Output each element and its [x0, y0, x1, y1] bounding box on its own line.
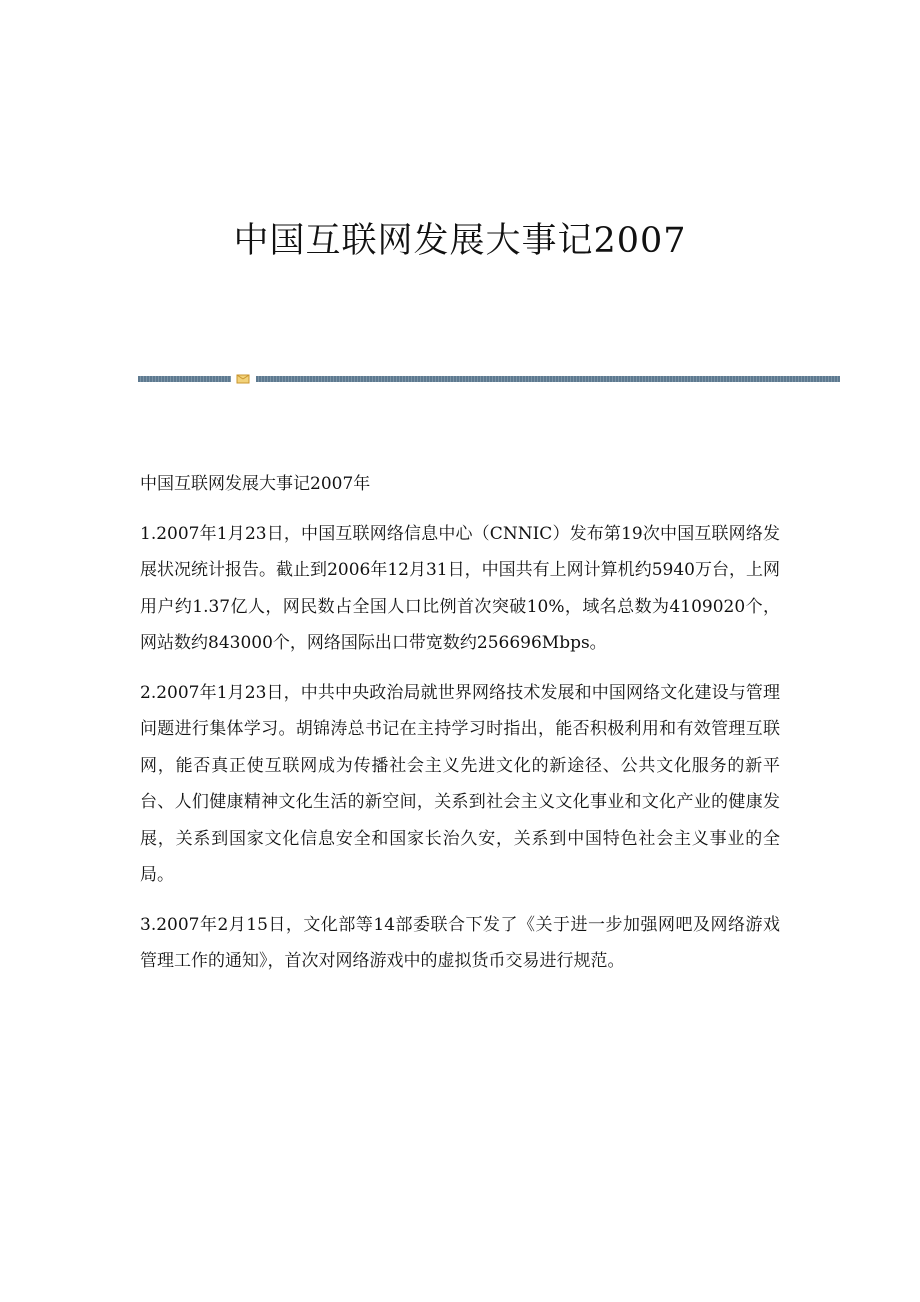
paragraph-3: 3.2007年2月15日，文化部等14部委联合下发了《关于进一步加强网吧及网络游戏管理工作的通知》，首次对网络游戏中的虚拟货币交易进行规范。: [140, 914, 780, 971]
paragraph-1: 1.2007年1月23日，中国互联网络信息中心（CNNIC）发布第19次中国互联网络发展状况统计报告。截止到2006年12月31日，中国共有上网计算机约5940万台，上网用户约1.37亿人，网民数占全国人口比例首次突破10%，域名总数为4109020个，网站数约843000个，网络国际出口带宽数约256696Mbps。: [140, 523, 780, 653]
title-divider: [138, 374, 840, 384]
page-title: 中国互联网发展大事记2007: [233, 221, 687, 261]
divider-bar-left: [138, 376, 231, 382]
ornament-icon: [236, 374, 250, 384]
document-body: [140, 466, 780, 993]
divider-bar-right: [256, 376, 840, 382]
paragraph-2: 2.2007年1月23日，中共中央政治局就世界网络技术发展和中国网络文化建设与管理问题进行集体学习。胡锦涛总书记在主持学习时指出，能否积极利用和有效管理互联网，能否真正使互联网成为传播社会主义先进文化的新途径、公共文化服务的新平台、人们健康精神文化生活的新空间，关系到社会主义文化事业和文化产业的健康发展，关系到国家文化信息安全和国家长治久安，关系到中国特色社会主义事业的全局。: [140, 682, 780, 885]
document-subtitle: 中国互联网发展大事记2007年: [140, 474, 371, 494]
